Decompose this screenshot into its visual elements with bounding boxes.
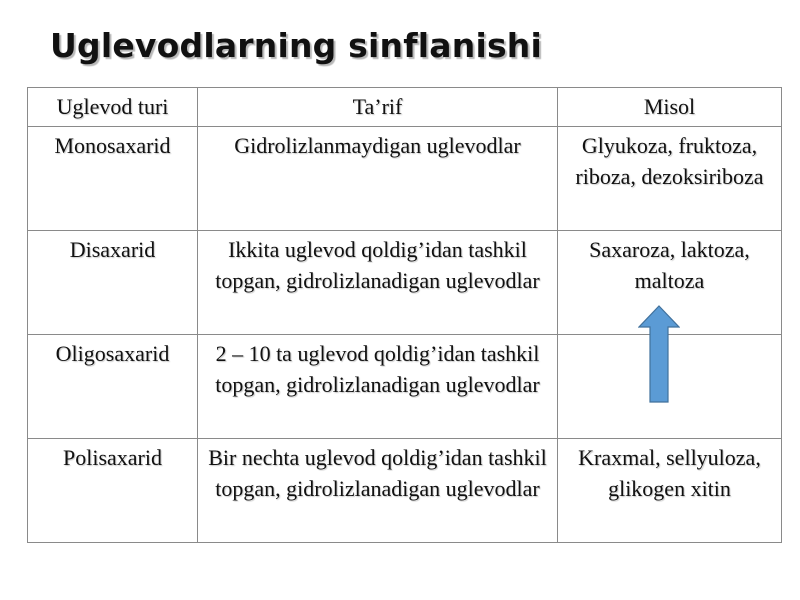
header-row	[28, 88, 782, 127]
header-definition: Ta’rif	[198, 88, 558, 127]
cell-definition: 2 – 10 ta uglevod qoldig’idan tashkil topgan, gidrolizlanadigan uglevodlar	[198, 335, 558, 439]
table-row	[28, 335, 782, 439]
cell-definition: Ikkita uglevod qoldig’idan tashkil topgan, gidrolizlanadigan uglevodlar	[198, 231, 558, 335]
header-example: Misol	[558, 88, 782, 127]
cell-example: Saxaroza, laktoza, maltoza	[558, 231, 782, 335]
table-row	[28, 127, 782, 231]
cell-type: Polisaxarid	[28, 439, 198, 543]
slide-title: Uglevodlarning sinflanishi	[50, 26, 543, 65]
cell-type: Disaxarid	[28, 231, 198, 335]
cell-example-arrow	[558, 335, 782, 439]
up-arrow-shape	[639, 306, 679, 402]
cell-type: Oligosaxarid	[28, 335, 198, 439]
cell-definition: Gidrolizlanmaydigan uglevodlar	[198, 127, 558, 231]
cell-type: Monosaxarid	[28, 127, 198, 231]
up-arrow-icon	[638, 305, 680, 403]
cell-definition: Bir nechta uglevod qoldig’idan tashkil topgan, gidrolizlanadigan uglevodlar	[198, 439, 558, 543]
cell-example: Kraxmal, sellyuloza, glikogen xitin	[558, 439, 782, 543]
header-type: Uglevod turi	[28, 88, 198, 127]
cell-example: Glyukoza, fruktoza, riboza, dezoksiriboza	[558, 127, 782, 231]
table-row	[28, 439, 782, 543]
classification-table	[27, 87, 782, 543]
